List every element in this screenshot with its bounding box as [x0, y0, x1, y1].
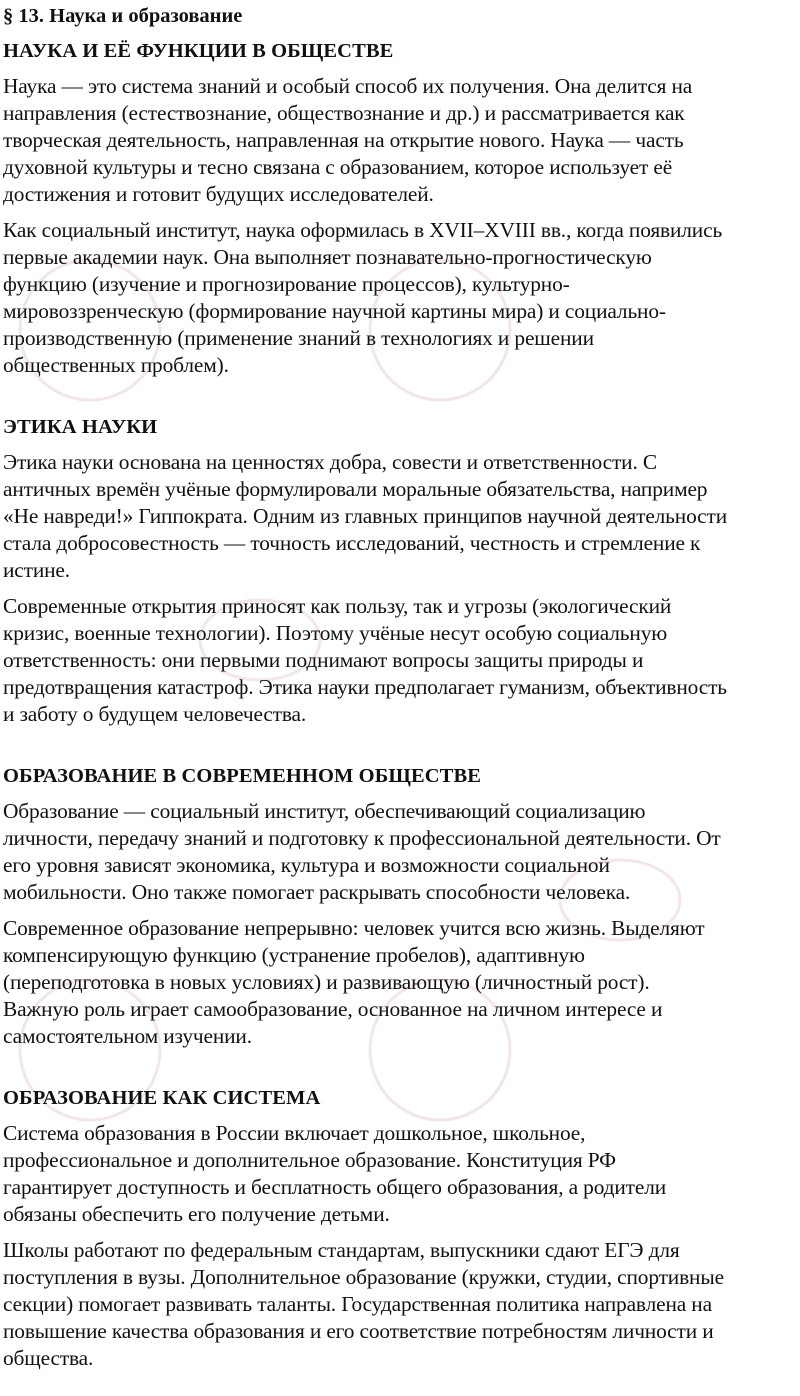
text-line: предотвращения катастроф. Этика науки предполагает гуманизм, объективность — [3, 675, 727, 699]
text-line: повышение качества образования и его соответствие потребностям личности и — [3, 1319, 714, 1343]
text-line: мобильности. Оно также помогает раскрывать способности человека. — [3, 880, 631, 904]
text-line: мировоззренческую (формирование научной картины мира) и социально- — [3, 299, 666, 323]
body-paragraph — [3, 73, 797, 208]
text-line: обязаны обеспечить его получение детьми. — [3, 1202, 390, 1226]
text-line: Система образования в России включает дошкольное, школьное, — [3, 1121, 586, 1145]
body-paragraph — [3, 593, 797, 728]
body-paragraph — [3, 217, 797, 379]
text-line: «Не навреди!» Гиппократа. Одним из главных принципов научной деятельности — [3, 504, 728, 528]
text-line: стала добросовестность — точность исследований, честность и стремление к — [3, 531, 701, 555]
text-line: секции) помогает развивать таланты. Государственная политика направлена на — [3, 1292, 712, 1316]
text-line: творческая деятельность, направленная на открытие нового. Наука — часть — [3, 128, 684, 152]
section-heading: ОБРАЗОВАНИЕ КАК СИСТЕМА — [3, 1087, 321, 1109]
text-line: общественных проблем). — [3, 353, 229, 377]
section-heading: ЭТИКА НАУКИ — [3, 416, 158, 438]
text-line: Образование — социальный институт, обеспечивающий социализацию — [3, 799, 646, 823]
text-line: гарантирует доступность и бесплатность общего образования, а родители — [3, 1175, 667, 1199]
text-line: достижения и готовит будущих исследователей. — [3, 182, 434, 206]
text-line: Важную роль играет самообразование, основанное на личном интересе и — [3, 997, 663, 1021]
text-line: Школы работают по федеральным стандартам, выпускники сдают ЕГЭ для — [3, 1238, 680, 1262]
text-line: (переподготовка в новых условиях) и развивающую (личностный рост). — [3, 970, 650, 994]
body-paragraph — [3, 1120, 797, 1228]
text-line: общества. — [3, 1346, 94, 1370]
page-title: § 13. Наука и образование — [3, 5, 243, 27]
text-line: Современные открытия приносят как пользу, так и угрозы (экологический — [3, 594, 672, 618]
text-line: производственную (применение знаний в технологиях и решении — [3, 326, 594, 350]
text-line: ответственность: они первыми поднимают вопросы защиты природы и — [3, 648, 644, 672]
text-line: кризис, военные технологии). Поэтому учёные несут особую социальную — [3, 621, 668, 645]
text-line: Наука — это система знаний и особый способ их получения. Она делится на — [3, 74, 693, 98]
section-heading: ОБРАЗОВАНИЕ В СОВРЕМЕННОМ ОБЩЕСТВЕ — [3, 765, 481, 787]
text-line: личности, передачу знаний и подготовку к профессиональной деятельности. От — [3, 826, 721, 850]
text-line: Этика науки основана на ценностях добра, совести и ответственности. С — [3, 450, 657, 474]
text-line: функцию (изучение и прогнозирование процессов), культурно- — [3, 272, 570, 296]
text-line: компенсирующую функцию (устранение пробелов), адаптивную — [3, 943, 585, 967]
text-line: его уровня зависят экономика, культура и возможности социальной — [3, 853, 610, 877]
text-line: поступления в вузы. Дополнительное образование (кружки, студии, спортивные — [3, 1265, 724, 1289]
body-paragraph — [3, 798, 797, 906]
text-line: самостоятельном изучении. — [3, 1024, 252, 1048]
text-line: и заботу о будущем человечества. — [3, 702, 307, 726]
text-line: античных времён учёные формулировали моральные обязательства, например — [3, 477, 708, 501]
text-line: направления (естествознание, обществознание и др.) и рассматривается как — [3, 101, 685, 125]
body-paragraph — [3, 449, 797, 584]
body-paragraph — [3, 1237, 797, 1372]
text-line: первые академии наук. Она выполняет познавательно-прогностическую — [3, 245, 652, 269]
body-paragraph — [3, 915, 797, 1050]
section-heading: НАУКА И ЕЁ ФУНКЦИИ В ОБЩЕСТВЕ — [3, 40, 394, 62]
text-line: духовной культуры и тесно связана с образованием, которое использует её — [3, 155, 673, 179]
text-line: профессиональное и дополнительное образование. Конституция РФ — [3, 1148, 616, 1172]
text-line: Современное образование непрерывно: человек учится всю жизнь. Выделяют — [3, 916, 705, 940]
text-line: истине. — [3, 558, 70, 582]
text-line: Как социальный институт, наука оформилась в XVII–XVIII вв., когда появились — [3, 218, 723, 242]
